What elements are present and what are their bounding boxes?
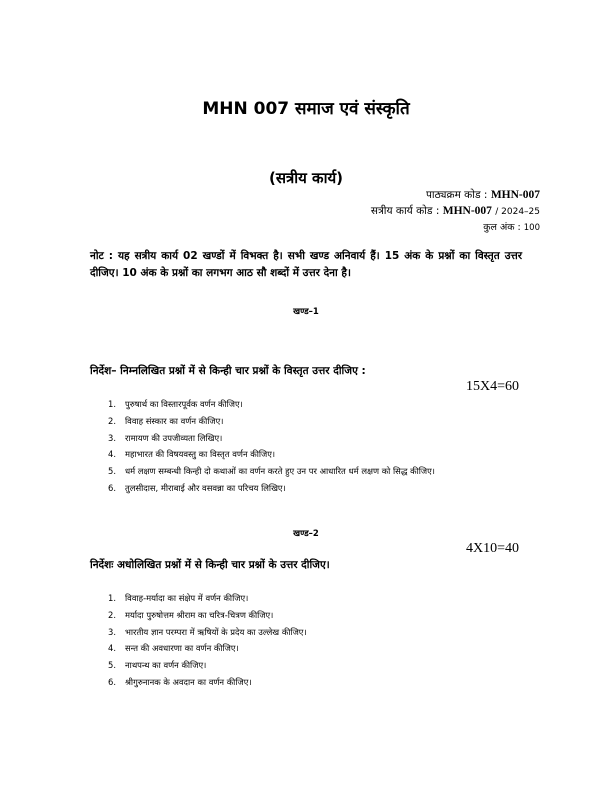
assignment-code-line (371, 204, 540, 218)
assignment-year: / 2024–25 (495, 207, 540, 217)
list-item: 3. रामायण की उपजीव्यता लिखिए। (108, 432, 223, 443)
list-item: 2. मर्यादा पुरुषोत्तम श्रीराम का चरित्र-चित्रण कीजिए। (108, 609, 274, 620)
total-marks-label: कुल अंक : (483, 222, 521, 233)
list-item: 4. महाभारत की विषयवस्तु का विस्तृत वर्णन कीजिए। (108, 449, 276, 460)
assignment-code: MHN-007 (442, 205, 492, 217)
course-code: MHN-007 (490, 189, 540, 201)
list-item: 5. नाथपन्थ का वर्णन कीजिए। (108, 660, 207, 671)
section-instruction-1: निर्देश– निम्नलिखित प्रश्नों में से किन्ही चार प्रश्नों के विस्तृत उत्तर दीजिए : (90, 365, 366, 377)
list-item: 5. धर्म लक्षण सम्बन्धी किन्ही दो कथाओं का वर्णन करते हुए उन पर आधारित धर्म लक्षण को सिद्ध कीजिए। (108, 466, 435, 477)
note-paragraph: नोट : यह सत्रीय कार्य 02 खण्डों में विभक्त है। सभी खण्ड अनिवार्य हैं। 15 अंक के प्रश्नों का विस्तृत उत्तर दीजिए। 10 अंक के प्रश्नों का लगभग आठ सौ शब्दों में उत्तर देना है। (90, 250, 522, 279)
section-marks-1: 15X4=60 (466, 379, 520, 394)
section-heading-2: खण्ड–2 (293, 529, 319, 539)
list-item: 1. विवाह-मर्यादा का संक्षेप में वर्णन कीजिए। (108, 593, 249, 603)
question-list-1 (108, 396, 435, 497)
list-item: 6. श्रीगुरुनानक के अवदान का वर्णन कीजिए। (108, 676, 252, 687)
page-subtitle: (सत्रीय कार्य) (268, 169, 344, 187)
total-marks-line (483, 220, 540, 233)
section-instruction-2: निर्देशः अधोलिखित प्रश्नों में से किन्ही चार प्रश्नों के उत्तर दीजिए। (90, 559, 330, 571)
course-code-line (426, 188, 540, 202)
page-title: MHN 007 समाज एवं संस्कृति (202, 99, 410, 119)
question-list-2 (108, 590, 307, 691)
total-marks: 100 (523, 223, 540, 233)
list-item: 2. विवाह संस्कार का वर्णन कीजिए। (108, 415, 224, 426)
list-item: 4. सन्त की अवधारणा का वर्णन कीजिए। (108, 643, 239, 654)
list-item: 6. तुलसीदास, मीराबाई और वसवन्ना का परिचय लिखिए। (108, 482, 286, 493)
section-heading-1: खण्ड–1 (293, 307, 319, 317)
section-marks-2: 4X10=40 (466, 541, 520, 556)
course-code-label: पाठ्यक्रम कोड : (425, 189, 488, 201)
list-item: 1. पुरुषार्थ का विस्तारपूर्वक वर्णन कीजिए। (108, 399, 243, 409)
list-item: 3. भारतीय ज्ञान परम्परा में ऋषियों के प्रदेय का उल्लेख कीजिए। (108, 626, 307, 637)
assignment-code-label: सत्रीय कार्य कोड : (370, 205, 440, 217)
